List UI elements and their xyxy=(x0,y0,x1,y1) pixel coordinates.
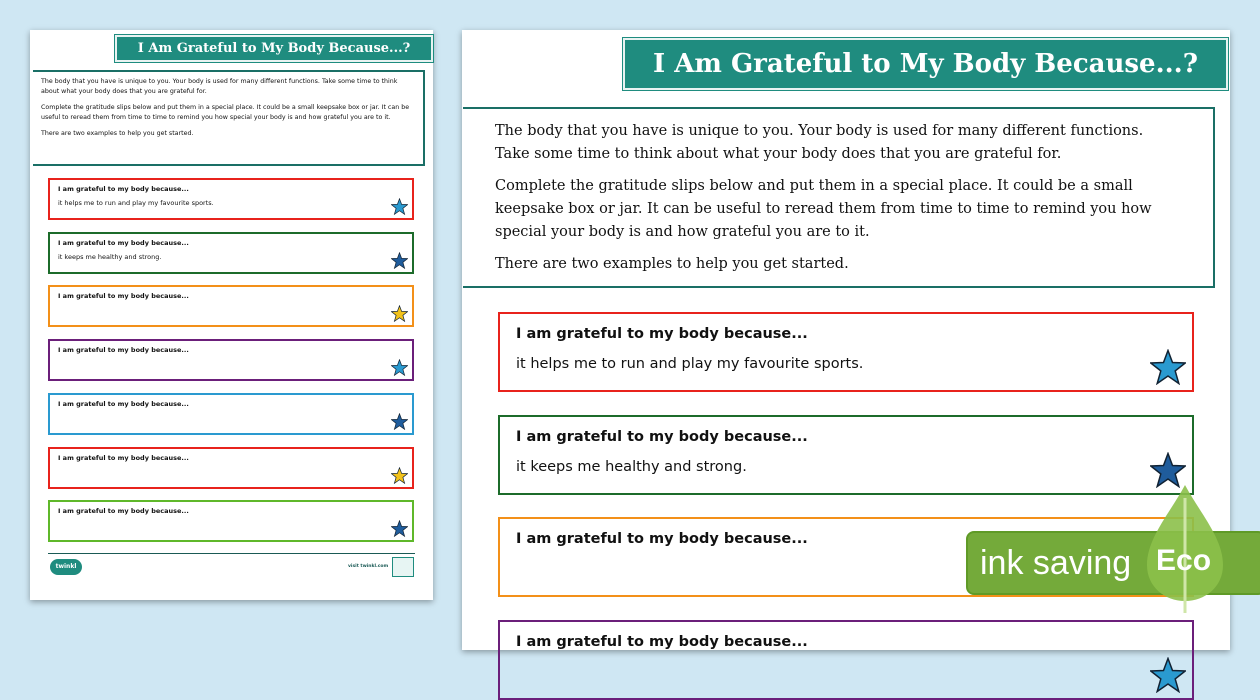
intro-text: The body that you have is unique to you. Your body is used for many different functions. Take some time to think about what your body does that you are grateful for. xyxy=(495,123,1144,162)
slip-heading: I am grateful to my body because... xyxy=(516,531,808,547)
gratitude-slip[interactable] xyxy=(48,339,414,381)
intro-text: The body that you have is unique to you. Your body is used for many different functions. Take some time to think about what your body does that you are grateful for. xyxy=(41,78,398,95)
slip-answer: it helps me to run and play my favourite sports. xyxy=(516,356,864,372)
slip-heading: I am grateful to my body because... xyxy=(58,453,189,462)
gratitude-slip[interactable] xyxy=(48,285,414,327)
slip-heading: I am grateful to my body because... xyxy=(58,399,189,408)
twinkl-logo: twinkl xyxy=(50,559,82,575)
intro-box xyxy=(463,107,1215,288)
intro-text: There are two examples to help you get started. xyxy=(495,256,849,272)
page-title: I Am Grateful to My Body Because...? xyxy=(623,38,1228,90)
slip-answer: it keeps me healthy and strong. xyxy=(58,252,162,261)
gratitude-slip[interactable] xyxy=(48,447,414,489)
star-icon xyxy=(391,359,408,376)
gratitude-slip[interactable] xyxy=(48,178,414,220)
badge-logo xyxy=(392,557,414,577)
star-icon xyxy=(391,413,408,430)
slip-heading: I am grateful to my body because... xyxy=(516,428,808,445)
slip-heading: I am grateful to my body because... xyxy=(516,633,808,650)
star-icon xyxy=(391,252,408,269)
gratitude-slip[interactable] xyxy=(48,393,414,435)
star-icon xyxy=(391,520,408,537)
star-icon xyxy=(391,467,408,484)
star-icon xyxy=(391,198,408,215)
footer-divider xyxy=(48,553,415,554)
gratitude-slip[interactable] xyxy=(498,312,1194,392)
eco-label: Eco xyxy=(1156,544,1212,577)
star-icon xyxy=(1150,657,1186,693)
footer-url[interactable]: visit twinkl.com xyxy=(348,564,389,569)
slip-heading: I am grateful to my body because... xyxy=(58,238,189,247)
gratitude-slip[interactable] xyxy=(498,620,1194,700)
slip-heading: I am grateful to my body because... xyxy=(58,292,189,301)
intro-box xyxy=(33,70,425,166)
slip-heading: I am grateful to my body because... xyxy=(58,185,189,193)
slip-answer: it keeps me healthy and strong. xyxy=(516,458,747,475)
gratitude-slip[interactable] xyxy=(48,232,414,274)
intro-text: Complete the gratitude slips below and put them in a special place. It could be a small keepsake box or jar. It can be useful to reread them from time to time to remind you how special your body is and how grateful you are to it. xyxy=(41,104,410,121)
slip-heading: I am grateful to my body because... xyxy=(58,507,189,516)
ink-saving-label: ink saving xyxy=(980,543,1132,582)
star-icon xyxy=(391,305,408,322)
gratitude-slip[interactable] xyxy=(48,500,414,542)
slip-heading: I am grateful to my body because... xyxy=(58,346,189,355)
slip-heading: I am grateful to my body because... xyxy=(516,326,808,342)
star-icon xyxy=(1150,349,1186,385)
gratitude-slip[interactable] xyxy=(498,415,1194,495)
thumbnail-page xyxy=(30,30,433,600)
slip-answer: it helps me to run and play my favourite sports. xyxy=(58,199,214,207)
intro-text: There are two examples to help you get started. xyxy=(41,130,194,137)
page-title: I Am Grateful to My Body Because...? xyxy=(115,35,433,62)
intro-text: Complete the gratitude slips below and put them in a special place. It could be a small keepsake box or jar. It can be useful to reread them from time to time to remind you how special your body is and how grateful you are to it. xyxy=(495,178,1152,240)
